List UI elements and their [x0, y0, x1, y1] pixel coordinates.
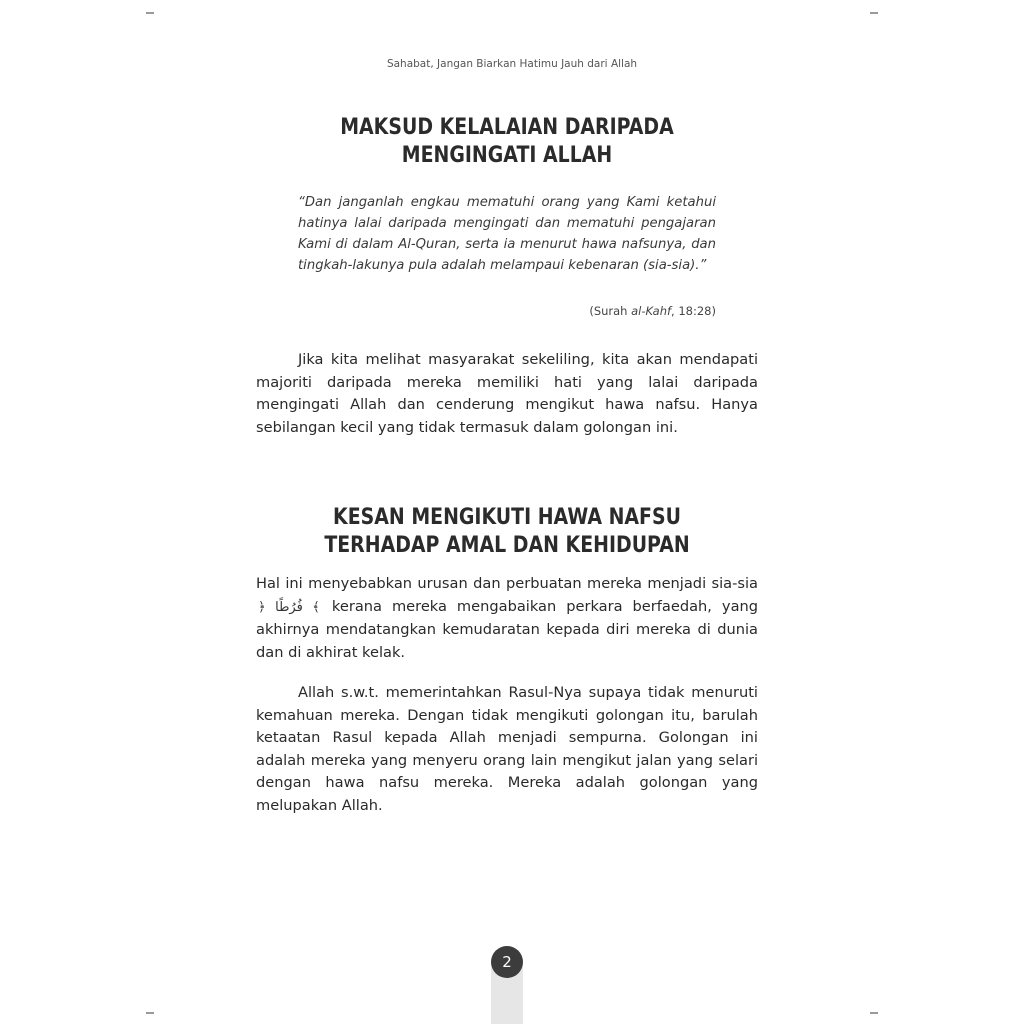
crop-mark-top-right: [870, 12, 878, 14]
paragraph-3: Allah s.w.t. memerintahkan Rasul-Nya supaya tidak menuruti kemahuan mereka. Dengan tidak mengikuti golongan itu, barulah ketaatan Rasul kepada Allah menjadi sempurna. Golongan ini adalah mereka yang menyeru orang lain mengikut jalan yang selari dengan hawa nafsu mereka. Mereka adalah golongan yang melupakan Allah.: [256, 684, 758, 814]
section-title-1: [269, 114, 745, 170]
section-title-1-line-2: MENGINGATI ALLAH: [401, 143, 613, 168]
section-title-2-line-1: KESAN MENGIKUTI HAWA NAFSU: [333, 505, 681, 530]
crop-mark-bottom-right: [870, 1012, 878, 1014]
paragraph-1: Jika kita melihat masyarakat sekeliling, kita akan mendapati majoriti daripada mereka memiliki hati yang lalai daripada mengingati Allah dan cenderung mengikut hawa nafsu. Hanya sebilangan kecil yang tidak termasuk dalam golongan ini.: [256, 351, 758, 436]
running-header: Sahabat, Jangan Biarkan Hatimu Jauh dari Allah: [386, 58, 638, 70]
crop-mark-bottom-left: [146, 1012, 154, 1014]
section-title-2: [269, 504, 745, 560]
paragraph-2-before: Hal ini menyebabkan urusan dan perbuatan mereka menjadi sia-sia: [256, 575, 758, 592]
arabic-term: ﴿ فُرُطًا ﴾: [258, 599, 320, 615]
section-title-2-line-2: TERHADAP AMAL DAN KEHIDUPAN: [324, 533, 690, 558]
citation-suffix: , 18:28): [671, 304, 716, 318]
section-title-1-line-1: MAKSUD KELALAIAN DARIPADA: [340, 115, 674, 140]
quote-citation: [298, 304, 716, 318]
crop-mark-top-left: [146, 12, 154, 14]
page-number: 2: [491, 946, 523, 978]
paragraph-2-after: kerana mereka mengabaikan perkara berfaedah, yang akhirnya mendatangkan kemudaratan kepada diri mereka di dunia dan di akhirat kelak.: [256, 597, 759, 661]
citation-surah: al-Kahf: [631, 304, 672, 318]
quran-quote: “Dan janganlah engkau mematuhi orang yang Kami ketahui hatinya lalai daripada mengingati dan mematuhi pengajaran Kami di dalam Al-Quran, serta ia menurut hawa nafsunya, dan tingkah-lakunya pula adalah melampaui kebenaran (sia-sia).”: [298, 195, 716, 273]
citation-prefix: (Surah: [589, 304, 632, 318]
paragraph-2: [256, 573, 758, 664]
